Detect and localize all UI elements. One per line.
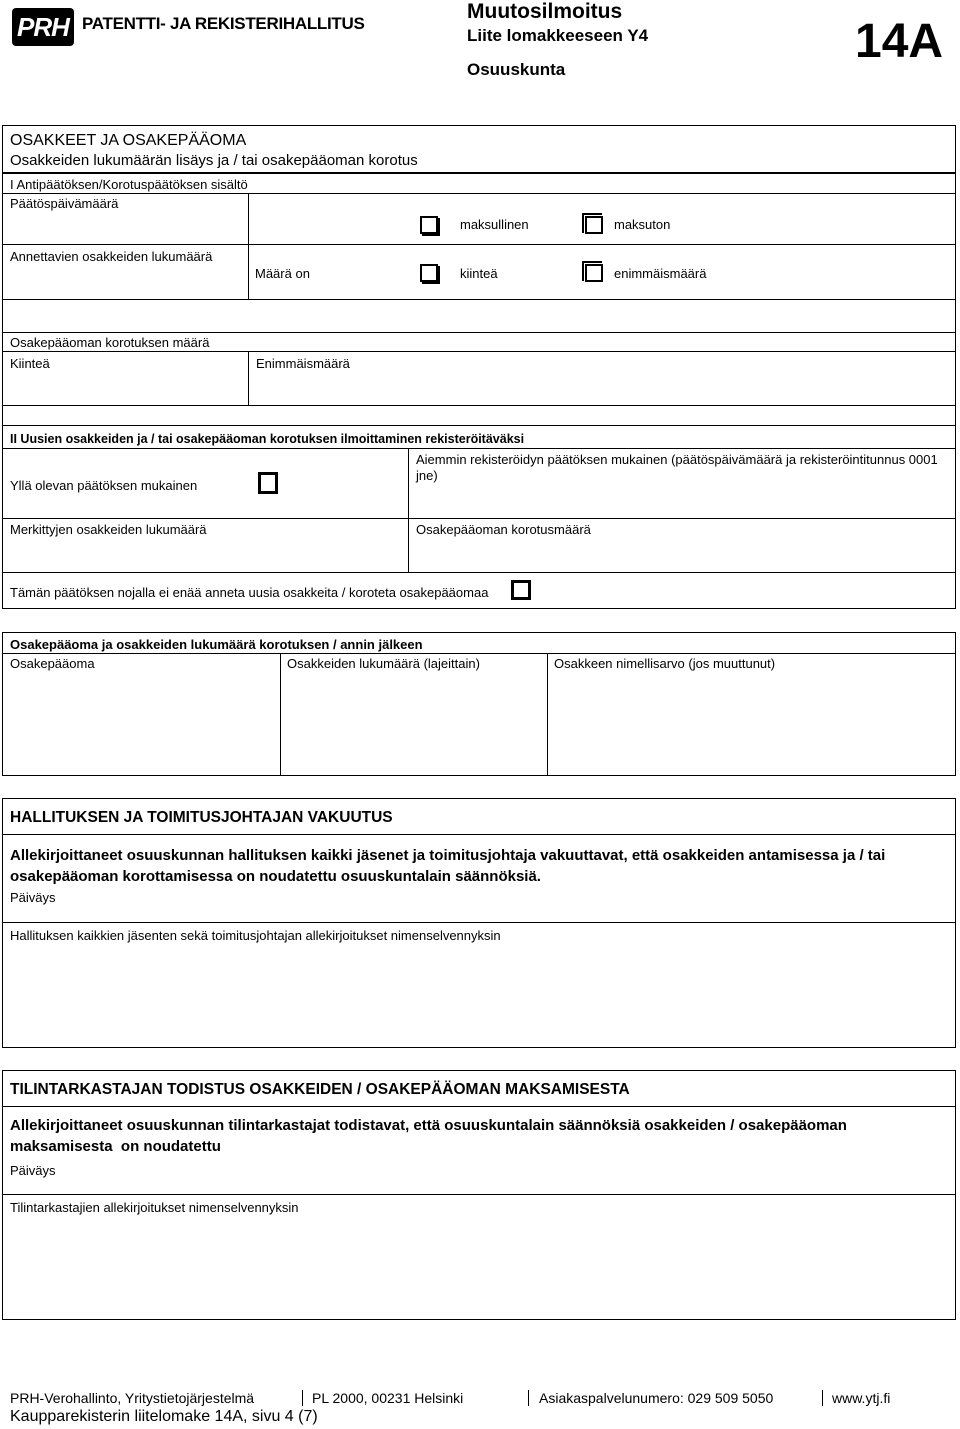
max-checkbox[interactable] [585,264,603,282]
auditor-date-label: Päiväys [10,1163,56,1178]
footer-phone: Asiakaspalvelunumero: 029 509 5050 [539,1390,774,1406]
footer-address: PL 2000, 00231 Helsinki [312,1390,464,1406]
board-statement: Allekirjoittaneet osuuskunnan hallituksen kaikki jäsenet ja toimitusjohtaja vakuuttavat, että osakkeiden antamisessa ja / tai osakepääoman korottamisessa on noudatettu osuuskuntalain säännöksiä. [10,847,886,885]
form-code: 14A [855,15,944,68]
fixed-checkbox[interactable] [420,264,438,282]
per-above-label: Yllä olevan päätöksen mukainen [10,478,198,493]
subscribed-label: Merkittyjen osakkeiden lukumäärä [10,522,207,537]
increase-amount-label: Osakepääoman korotusmäärä [416,522,591,537]
footer-web[interactable]: www.ytj.fi [832,1390,891,1406]
board-section [2,798,956,1048]
fixed-amount-label: Kiinteä [10,356,50,371]
max-amount-label: Enimmäismäärä [256,356,350,371]
org-name: PATENTTI- JA REKISTERIHALLITUS [82,14,365,33]
auditor-statement: Allekirjoittaneet osuuskunnan tilintarkastajat todistavat, että osuuskuntalain säännöksiä osakkeiden / osakepääoman maksamisesta on noudatettu [10,1117,852,1155]
logo-text: PRH [17,12,69,42]
col-capital: Osakepääoma [10,656,95,671]
no-more-label: Tämän päätöksen nojalla ei enää anneta uusia osakkeita / koroteta osakepääomaa [10,585,489,600]
entity-type: Osuuskunta [467,60,566,79]
auditor-section [2,1070,956,1320]
footer-page-label: Kaupparekisterin liitelomake 14A, sivu 4 (7) [10,1408,318,1425]
board-date-label: Päiväys [10,890,56,905]
no-more-checkbox[interactable] [511,580,531,600]
decision-date-label: Päätöspäivämäärä [10,196,119,211]
board-signatures-label: Hallituksen kaikkien jäsenten sekä toimitusjohtajan allekirjoitukset nimenselvennyksin [10,928,501,943]
auditor-signatures-label: Tilintarkastajien allekirjoitukset nimenselvennyksin [10,1200,299,1215]
paid-label: maksullinen [460,217,529,232]
free-checkbox[interactable] [585,216,603,234]
auditor-heading: TILINTARKASTAJAN TODISTUS OSAKKEIDEN / OSAKEPÄÄOMAN MAKSAMISESTA [10,1081,630,1098]
capital-increase-label: Osakepääoman korotuksen määrä [10,335,210,350]
board-heading: HALLITUKSEN JA TOIMITUSJOHTAJAN VAKUUTUS [10,809,393,826]
per-earlier-label: Aiemmin rekisteröidyn päätöksen mukainen (päätöspäivämäärä ja rekisteröintitunnus 0001 jne) [416,452,938,483]
col-nominal: Osakkeen nimellisarvo (jos muuttunut) [554,656,776,671]
paid-checkbox[interactable] [420,216,438,234]
prh-logo [12,8,74,46]
form-title: Muutosilmoitus [467,0,623,23]
max-label: enimmäismäärä [614,266,707,281]
form-subtitle: Liite lomakkeeseen Y4 [467,26,649,45]
per-above-checkbox[interactable] [258,472,278,494]
amount-is-label: Määrä on [255,266,310,281]
col-count: Osakkeiden lukumäärä (lajeittain) [287,656,480,671]
after-title: Osakepääoma ja osakkeiden lukumäärä korotuksen / annin jälkeen [10,637,423,652]
shares-count-label: Annettavien osakkeiden lukumäärä [10,249,213,264]
section2-title: II Uusien osakkeiden ja / tai osakepääoman korotuksen ilmoittaminen rekisteröitäväksi [10,432,525,446]
fixed-label: kiinteä [460,266,498,281]
shares-heading: OSAKKEET JA OSAKEPÄÄOMA [10,132,247,149]
shares-subheading: Osakkeiden lukumäärän lisäys ja / tai osakepääoman korotus [10,152,418,169]
footer-org: PRH-Verohallinto, Yritystietojärjestelmä [10,1390,255,1406]
section1-title: I Antipäätöksen/Korotuspäätöksen sisältö [10,177,248,192]
free-label: maksuton [614,217,671,232]
